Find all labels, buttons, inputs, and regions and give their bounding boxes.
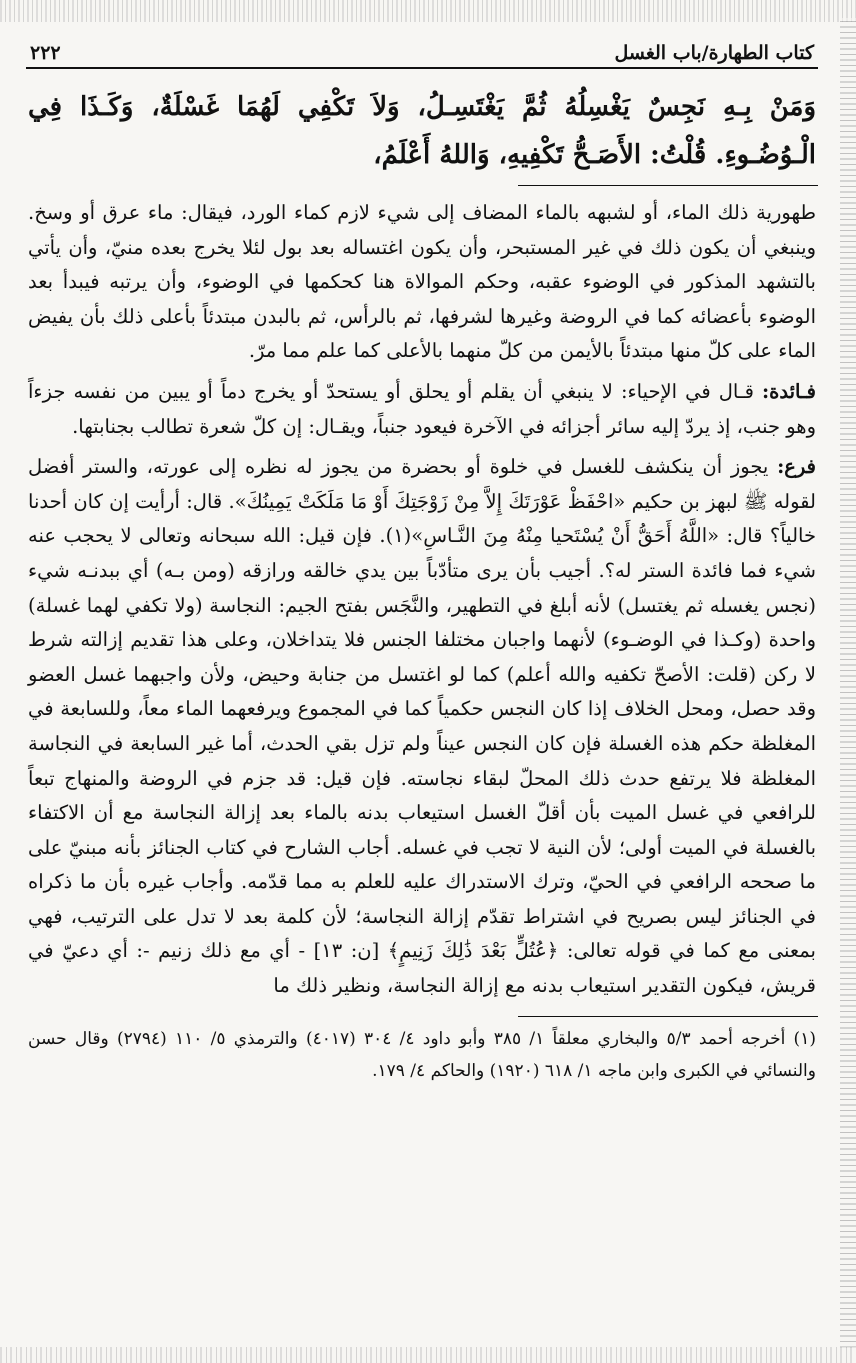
commentary-paragraph-3	[26, 450, 818, 1004]
far-label: فرع:	[777, 455, 816, 479]
commentary	[26, 196, 818, 1004]
matn-text: وَمَنْ بِـهِ نَجِسٌ يَغْسِلُهُ ثُمَّ يَغْتَسِـلُ، وَلاَ تَكْفِي لَهُمَا غَسْلَةٌ، وَكَـذَا فِي الْـوُضُـوءِ. قُلْتُ: الأَصَـحُّ تَكْفِيهِ، وَاللهُ أَعْلَمُ،	[28, 92, 816, 170]
faida-text: قـال في الإحياء: لا ينبغي أن يقلم أو يحلق أو يستحدّ أو يخرج دماً أو يبين من نفسه جزءاً وهو جنب، إذ يردّ إليه سائر أجزائه في الآخرة فيعود جنباً، ويقـال: إن كلّ شعرة تطالب بجنابتها.	[28, 379, 816, 438]
matn-divider	[518, 185, 818, 186]
scan-border-right	[840, 18, 856, 1348]
page-number: ٢٢٢	[30, 42, 61, 64]
commentary-paragraph-1: طهورية ذلك الماء، أو لشبهه بالماء المضاف إلى شيء لازم كماء الورد، فيقال: ماء عرق أو وسخ. وينبغي أن يكون ذلك في غير المستبحر، وأن يكون اغتساله بعد بول لئلا يخرج بعده منيّ، وأن يأتي بالتشهد المذكور في الوضوء عقبه، وحكم الموالاة هنا كحكمها في الوضوء، وأن يرتبه فيبدأ بعد الوضوء بأعضائه كما في الروضة وغيرها لشرفها، ثم بالرأس، ثم بالبدن مبتدئاً بأعلى ذلك بأن يفيض الماء على كلّ منها مبتدئاً بالأيمن من كلّ منهما بالأعلى كما علم مما مرّ.	[28, 201, 816, 363]
scan-noise-top	[0, 0, 856, 22]
running-header	[26, 30, 818, 69]
book-title: كتاب الطهارة/باب الغسل	[614, 42, 814, 64]
book-page	[26, 30, 818, 1087]
scan-noise-bottom	[0, 1347, 856, 1363]
far-text: يجوز أن ينكشف للغسل في خلوة أو بحضرة من يجوز له نظره إلى عورته، والستر أفضل لقوله ﷺ لبهز بن حكيم «احْفَظْ عَوْرَتَكَ إِلاَّ مِنْ زَوْجَتِكَ أَوْ مَا مَلَكَتْ يَمِينُكَ». قال: أرأيت إن كان أحدنا خالياً؟ قال: «اللَّهُ أَحَقُّ أَنْ يُسْتَحيا مِنْهُ مِنَ النَّـاسِ»(١). فإن قيل: الله سبحانه وتعالى لا يحجب عنه شيء فما فائدة الستر له؟. أجيب بأن يرى متأدّباً بين يدي خالقه ورازقه (ومن بـه) أي ببدنـه شيء (نجس يغسله ثم يغتسل) لأنه أبلغ في التطهير، والنَّجَس بفتح الجيم: النجاسة (ولا تكفي لهما غسلة) واحدة (وكـذا في الوضـوء) لأنهما واجبان مختلفا الجنس فلا يتداخلان، وعلى هذا تقديم إزالته شرط لا ركن (قلت: الأصحّ تكفيه والله أعلم) كما لو اغتسل من جنابة وحيض، ولأن واجبهما غسل العضو وقد حصل، ومحل الخلاف إذا كان النجس حكمياً كما في المجموع ويرفعهما الماء معاً، وللسابعة في المغلظة حكم هذه الغسلة فإن كان النجس عيناً ولم تزل بقي الحدث، أما غير السابعة في النجاسة المغلظة فلا يرتفع حدث ذلك المحلّ لبقاء نجاسته. فإن قيل: قد جزم في الروضة والمنهاج تبعاً للرافعي في غسل الميت بأن أقلّ الغسل استيعاب بدنه بالماء بعد إزالة النجاسة مع أن الاكتفاء بالغسلة في الميت أولى؛ لأن النية لا تجب في غسله. أجاب الشارح في كتاب الجنائز بأنه مبنيّ على ما صححه الرافعي في الحيّ، وترك الاستدراك عليه للعلم به مما قدّمه. وأجاب غيره بأن ما ذكراه في الجنائز ليس بصريح في اشتراط تقدّم إزالة النجاسة؛ لأن كلمة بعد لا تدل على الترتيب، فهي بمعنى مع كما في قوله تعالى: ﴿عُتُلٍّ بَعْدَ ذَٰلِكَ زَنِيمٍ﴾ [ن: ١٣] - أي مع ذلك زنيم -: أي دعيّ في قريش، فيكون التقدير استيعاب بدنه مع إزالة النجاسة، ونظير ذلك ما	[28, 455, 817, 998]
faida-label: فـائدة:	[761, 379, 816, 403]
commentary-paragraph-2	[26, 375, 818, 444]
footnote: (١) أخرجه أحمد ٥/٣ والبخاري معلقاً ١/ ٣٨٥ وأبو داود ٤/ ٣٠٤ (٤٠١٧) والترمذي ٥/ ١١٠ (٢٧٩٤) وقال حسن والنسائي في الكبرى وابن ماجه ١/ ٦١٨ (١٩٢٠) والحاكم ٤/ ١٧٩.	[28, 1028, 816, 1081]
